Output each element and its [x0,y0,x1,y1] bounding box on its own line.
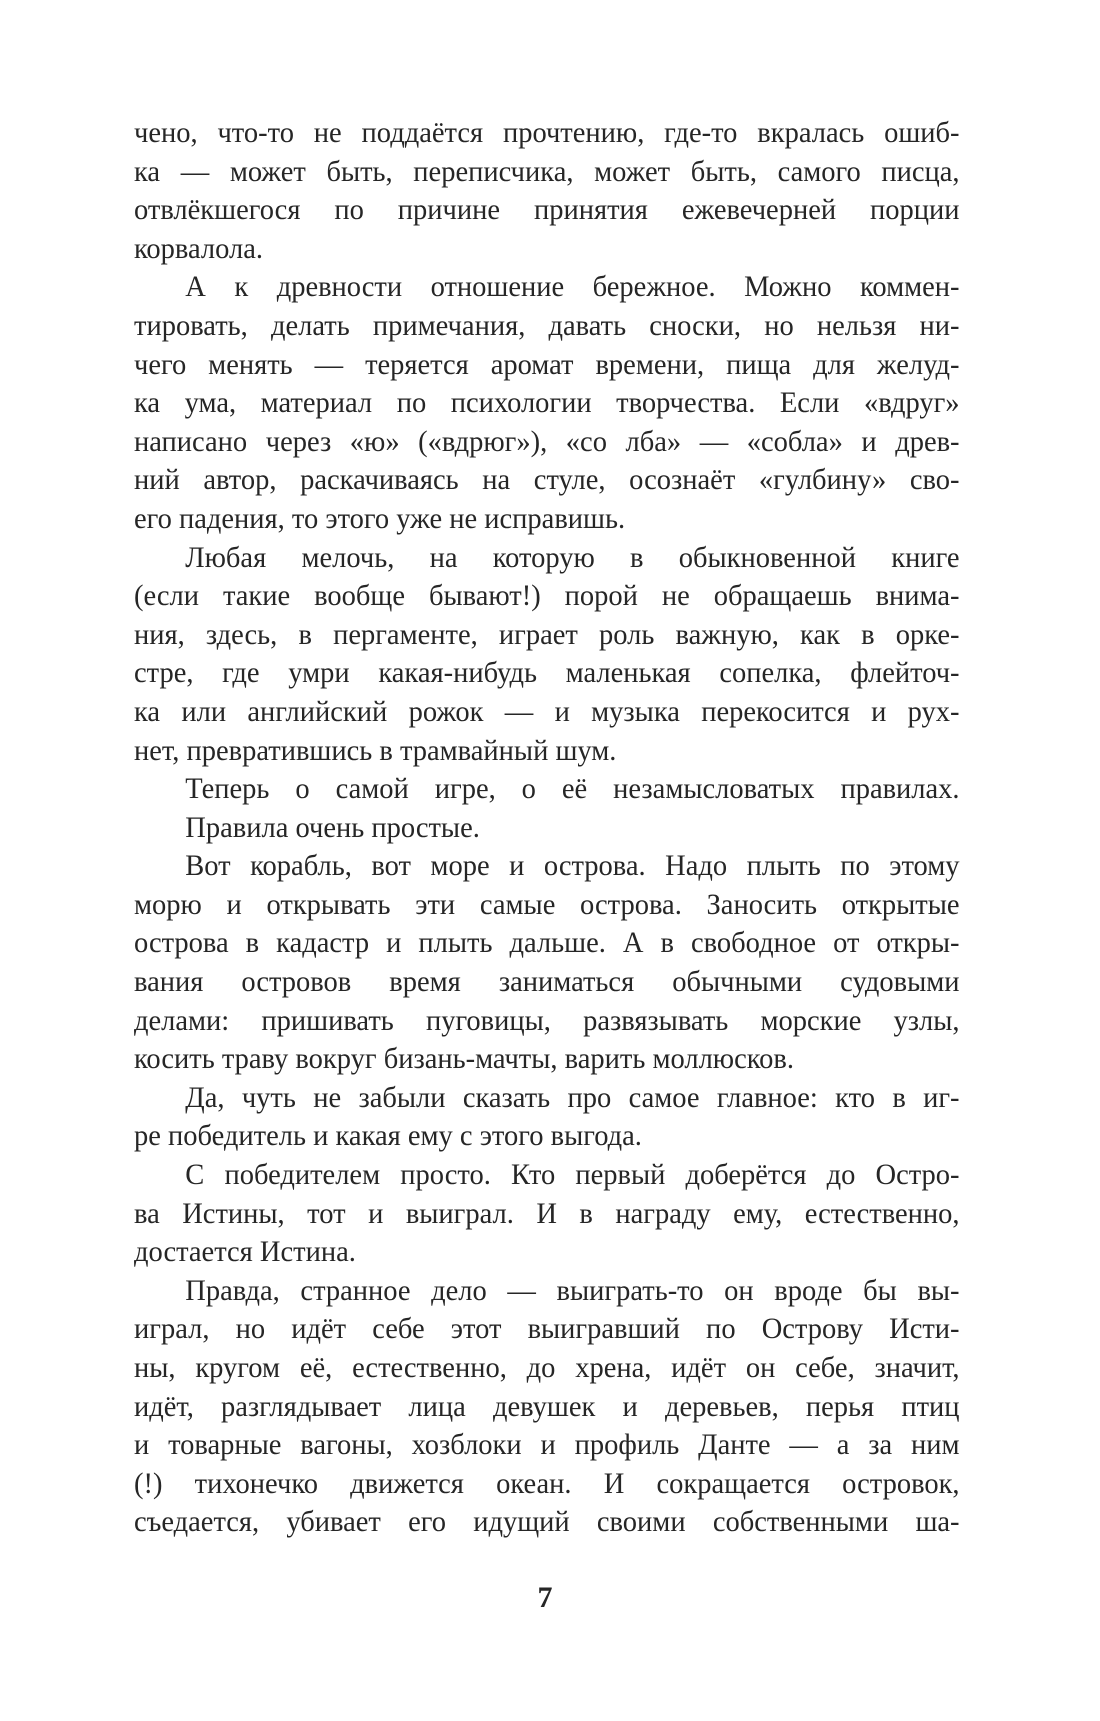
text-line: и товарные вагоны, хозблоки и профиль Данте — а за ним [134,1428,960,1462]
text-line: делами: пришивать пуговицы, развязывать морские узлы, [134,1003,960,1037]
text-line: ре победитель и какая ему с этого выгода. [134,1119,642,1153]
text-line: тировать, делать примечания, давать сноски, но нельзя ни- [134,308,960,342]
text-line: написано через «ю» («вдрюг»), «со лба» — «собла» и древ- [134,424,960,458]
text-line: ны, кругом её, естественно, до хрена, идёт он себе, значит, [134,1351,960,1384]
text-line: идёт, разглядывает лица девушек и деревьев, перья птиц [134,1389,960,1423]
text-line: съедается, убивает его идущий своими собственными ша- [134,1505,960,1539]
text-line: (если такие вообще бывают!) порой не обращаешь внима- [134,579,960,613]
text-line: С победителем просто. Кто первый доберётся до Остро- [185,1158,960,1192]
text-line: ва Истины, тот и выиграл. И в награду ему, естественно, [134,1196,960,1230]
text-line: Да, чуть не забыли сказать про самое главное: кто в иг- [185,1080,960,1114]
text-line: Любая мелочь, на которую в обыкновенной книге [185,540,960,574]
text-line: Правда, странное дело — выиграть-то он вроде бы вы- [185,1273,960,1307]
text-line: достается Истина. [134,1235,356,1269]
text-line: острова в кадастр и плыть дальше. А в свободное от откры- [134,926,960,960]
text-line: (!) тихонечко движется океан. И сокращается островок, [134,1466,960,1500]
body-text [134,114,960,1542]
text-line: Вот корабль, вот море и острова. Надо плыть по этому [185,849,960,883]
text-line: ния, здесь, в пергаменте, играет роль важную, как в орке- [134,617,960,651]
text-line: А к древности отношение бережное. Можно коммен- [185,270,960,304]
page-number: 7 [537,1581,553,1614]
text-line: косить траву вокруг бизань-мачты, варить моллюсков. [134,1042,794,1076]
text-line: отвлёкшегося по причине принятия ежевечерней порции [134,193,960,227]
text-line: ний автор, раскачиваясь на стуле, осознаёт «гулбину» сво- [134,463,960,497]
text-line: вания островов время заниматься обычными судовыми [134,965,960,999]
text-line: играл, но идёт себе этот выигравший по Острову Исти- [134,1312,960,1346]
text-line: ка ума, материал по психологии творчества. Если «вдруг» [134,386,960,420]
text-line: чего менять — теряется аромат времени, пища для желуд- [134,347,960,381]
text-line: Правила очень простые. [185,810,480,844]
text-line: ка или английский рожок — и музыка перекосится и рух- [134,694,960,728]
text-line: морю и открывать эти самые острова. Заносить открытые [134,887,960,921]
text-line: чено, что-то не поддаётся прочтению, где-то вкралась ошиб- [134,116,960,149]
text-line: Теперь о самой игре, о её незамысловатых правилах. [185,772,960,806]
text-line: стре, где умри какая-нибудь маленькая сопелка, флейточ- [134,656,960,690]
text-line: ка — может быть, переписчика, может быть, самого писца, [134,154,960,188]
text-line: нет, превратившись в трамвайный шум. [134,733,617,767]
text-line: корвалола. [134,231,263,265]
text-line: его падения, то этого уже не исправишь. [134,501,626,535]
